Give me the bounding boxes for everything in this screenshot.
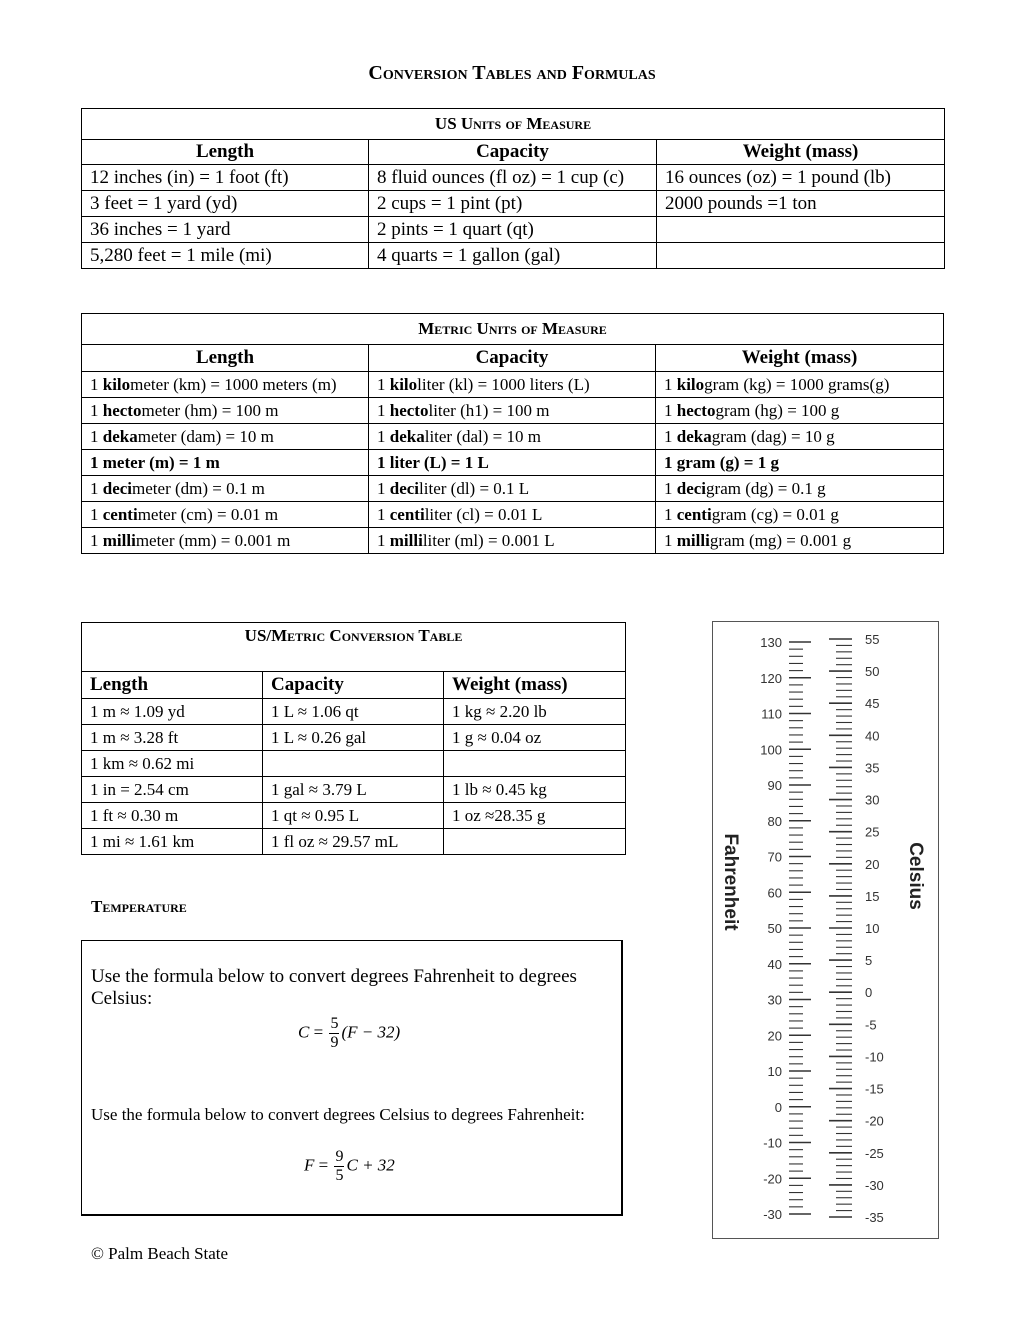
cell-text: 1 [90, 478, 103, 498]
celsius-tick-label: 15 [865, 888, 880, 904]
cell-text: 1 [664, 374, 677, 394]
f-to-c-instructions: Use the formula below to convert degrees Fahrenheit to degrees Celsius: [91, 966, 577, 1009]
prefix-text: deci [676, 478, 707, 498]
table-cell: 2 cups = 1 pint (pt) [369, 191, 657, 217]
cell-text: meter (cm) = 0.01 m [137, 504, 279, 524]
cell-text: 1 [664, 426, 677, 446]
table-cell: 1 fl oz ≈ 29.57 mL [263, 829, 444, 855]
table-row [82, 217, 945, 243]
fahrenheit-tick-label: 0 [774, 1099, 782, 1115]
fahrenheit-tick-label: 70 [767, 849, 782, 865]
celsius-tick-label: 55 [865, 632, 880, 647]
cell-text: 1 [90, 374, 103, 394]
table-cell [656, 502, 944, 528]
prefix-text: kilo [389, 374, 418, 394]
table-row [82, 424, 944, 450]
prefix-text: kilo [676, 374, 705, 394]
prefix-text: milli [676, 530, 710, 550]
table-row [82, 725, 626, 751]
table-row [82, 502, 944, 528]
celsius-tick-label: -5 [865, 1017, 877, 1033]
cell-text: liter (dl) = 0.1 L [419, 478, 530, 498]
prefix-text: milli [389, 530, 423, 550]
fahrenheit-tick-label: 120 [760, 670, 782, 686]
table-cell [82, 450, 369, 476]
prefix-text: deka [389, 426, 425, 446]
us-units-table [81, 108, 945, 269]
fahrenheit-tick-label: -20 [763, 1171, 782, 1187]
c-to-f-formula: F = $\frac{9}{5}$ C + 32 [304, 1148, 395, 1184]
table-cell [82, 528, 369, 554]
fahrenheit-tick-label: 110 [761, 706, 782, 722]
table-cell: 2 pints = 1 quart (qt) [369, 217, 657, 243]
table-cell: 1 gal ≈ 3.79 L [263, 777, 444, 803]
celsius-tick-label: 40 [865, 728, 880, 744]
table-cell: 1 in = 2.54 cm [82, 777, 263, 803]
cell-text: liter (ml) = 0.001 L [422, 530, 555, 550]
table-cell: 4 quarts = 1 gallon (gal) [369, 243, 657, 269]
prefix-text: deka [676, 426, 712, 446]
column-header: Length [82, 140, 369, 165]
prefix-text: 1 gram (g) = 1 g [664, 452, 779, 472]
cell-text: meter (hm) = 100 m [141, 400, 279, 420]
celsius-tick-label: -25 [865, 1145, 884, 1161]
table-cell: 1 m ≈ 1.09 yd [82, 699, 263, 725]
prefix-text: centi [676, 504, 712, 524]
metric-units-table [81, 313, 944, 554]
prefix-text: deci [389, 478, 420, 498]
table-cell [369, 476, 656, 502]
celsius-tick-label: 50 [865, 664, 880, 680]
table-cell [657, 217, 945, 243]
cell-text: 1 [664, 504, 677, 524]
column-header: Weight (mass) [444, 672, 626, 699]
table-cell [369, 450, 656, 476]
fahrenheit-tick-label: 10 [767, 1064, 782, 1079]
fahrenheit-tick-label: -30 [763, 1207, 782, 1222]
table-cell: 5,280 feet = 1 mile (mi) [82, 243, 369, 269]
table-cell [444, 829, 626, 855]
cell-text: 1 [664, 400, 677, 420]
celsius-tick-label: 30 [865, 792, 880, 808]
table-row [82, 829, 626, 855]
celsius-tick-label: 35 [865, 760, 880, 776]
prefix-text: centi [102, 504, 138, 524]
table-cell: 1 L ≈ 0.26 gal [263, 725, 444, 751]
table-row [82, 803, 626, 829]
table-cell [82, 476, 369, 502]
table-cell: 1 ft ≈ 0.30 m [82, 803, 263, 829]
table-cell [657, 243, 945, 269]
table-cell: 8 fluid ounces (fl oz) = 1 cup (c) [369, 165, 657, 191]
table-row [82, 777, 626, 803]
metric-table-caption: Metric Units of Measure [82, 314, 944, 345]
cell-text: gram (kg) = 1000 grams(g) [704, 374, 890, 394]
prefix-text: 1 liter (L) = 1 L [377, 452, 489, 472]
fahrenheit-tick-label: 60 [767, 885, 782, 901]
table-cell: 1 lb ≈ 0.45 kg [444, 777, 626, 803]
table-row [82, 243, 945, 269]
prefix-text: hecto [102, 400, 142, 420]
thermometer-drawing [713, 622, 940, 1240]
celsius-tick-label: 0 [865, 985, 873, 1001]
cell-text: liter (cl) = 0.01 L [424, 504, 543, 524]
table-cell: 1 qt ≈ 0.95 L [263, 803, 444, 829]
prefix-text: 1 meter (m) = 1 m [90, 452, 220, 472]
prefix-text: kilo [102, 374, 131, 394]
cell-text: 1 [90, 530, 103, 550]
table-cell [369, 528, 656, 554]
table-cell [369, 398, 656, 424]
column-header: Capacity [263, 672, 444, 699]
fahrenheit-tick-label: -10 [763, 1135, 782, 1151]
table-cell: 1 km ≈ 0.62 mi [82, 751, 263, 777]
table-cell [656, 424, 944, 450]
cell-text: 1 [377, 530, 390, 550]
page-title: Conversion Tables and Formulas [368, 62, 656, 84]
fahrenheit-tick-label: 20 [767, 1028, 782, 1044]
c-to-f-instructions: Use the formula below to convert degrees Celsius to degrees Fahrenheit: [91, 1105, 585, 1124]
copyright-text: © Palm Beach State [91, 1244, 229, 1263]
prefix-text: centi [389, 504, 425, 524]
celsius-tick-label: 25 [865, 824, 880, 840]
cell-text: 1 [377, 478, 390, 498]
cell-text: 1 [90, 504, 103, 524]
table-cell: 1 m ≈ 3.28 ft [82, 725, 263, 751]
table-cell [444, 751, 626, 777]
cell-text: 1 [90, 426, 103, 446]
column-header: Weight (mass) [657, 140, 945, 165]
table-cell: 16 ounces (oz) = 1 pound (lb) [657, 165, 945, 191]
prefix-text: hecto [389, 400, 429, 420]
prefix-text: hecto [676, 400, 716, 420]
table-cell: 12 inches (in) = 1 foot (ft) [82, 165, 369, 191]
cell-text: gram (dg) = 0.1 g [706, 478, 826, 498]
celsius-tick-label: -15 [865, 1081, 884, 1097]
cell-text: gram (dag) = 10 g [711, 426, 835, 446]
cell-text: 1 [377, 400, 390, 420]
fahrenheit-tick-label: 80 [767, 813, 782, 829]
table-cell [656, 398, 944, 424]
table-row [82, 398, 944, 424]
cell-text: 1 [377, 504, 390, 524]
fahrenheit-tick-label: 100 [760, 742, 782, 758]
table-cell: 3 feet = 1 yard (yd) [82, 191, 369, 217]
cell-text: 1 [90, 400, 103, 420]
fahrenheit-axis-label: Fahrenheit [720, 833, 741, 931]
table-cell: 1 kg ≈ 2.20 lb [444, 699, 626, 725]
table-row [82, 165, 945, 191]
table-cell [369, 372, 656, 398]
table-row [82, 699, 626, 725]
table-cell: 1 mi ≈ 1.61 km [82, 829, 263, 855]
table-row [82, 372, 944, 398]
fahrenheit-tick-label: 130 [760, 635, 782, 650]
table-cell [369, 502, 656, 528]
cell-text: 1 [664, 530, 677, 550]
fahrenheit-tick-label: 30 [767, 992, 782, 1008]
cell-text: liter (kl) = 1000 liters (L) [417, 374, 590, 394]
column-header: Capacity [369, 140, 657, 165]
cell-text: gram (hg) = 100 g [715, 400, 840, 420]
table-cell [656, 476, 944, 502]
temperature-heading: Temperature [91, 897, 187, 916]
column-header: Length [82, 345, 369, 372]
prefix-text: deka [102, 426, 138, 446]
prefix-text: milli [102, 530, 136, 550]
celsius-tick-label: -35 [865, 1210, 884, 1225]
table-row [82, 450, 944, 476]
column-header: Capacity [369, 345, 656, 372]
cell-text: gram (cg) = 0.01 g [711, 504, 839, 524]
cell-text: 1 [377, 426, 390, 446]
column-header: Length [82, 672, 263, 699]
us-table-caption: US Units of Measure [82, 109, 945, 140]
table-cell [369, 424, 656, 450]
table-cell [82, 372, 369, 398]
temperature-formula-box [81, 940, 623, 1216]
table-cell: 2000 pounds =1 ton [657, 191, 945, 217]
fahrenheit-tick-label: 90 [767, 778, 782, 793]
celsius-tick-label: -20 [865, 1113, 884, 1129]
cell-text: meter (dam) = 10 m [137, 426, 274, 446]
cell-text: meter (mm) = 0.001 m [135, 530, 291, 550]
table-row [82, 191, 945, 217]
celsius-axis-label: Celsius [905, 842, 926, 910]
table-cell: 1 g ≈ 0.04 oz [444, 725, 626, 751]
f-to-c-formula: C = $\frac{5}{9}$ (F − 32) [298, 1015, 401, 1051]
celsius-tick-label: -30 [865, 1177, 884, 1193]
celsius-tick-label: 20 [865, 856, 880, 872]
table-cell [656, 528, 944, 554]
cell-text: liter (h1) = 100 m [428, 400, 550, 420]
celsius-tick-label: -10 [865, 1049, 884, 1065]
prefix-text: deci [102, 478, 133, 498]
table-cell: 1 oz ≈28.35 g [444, 803, 626, 829]
conversion-table-caption: US/Metric Conversion Table [82, 623, 626, 672]
table-row [82, 751, 626, 777]
table-cell [656, 450, 944, 476]
cell-text: gram (mg) = 0.001 g [709, 530, 852, 550]
celsius-tick-label: 5 [865, 953, 873, 969]
us-metric-conversion-table [81, 622, 626, 855]
table-row [82, 476, 944, 502]
cell-text: 1 [377, 374, 390, 394]
celsius-tick-label: 45 [865, 696, 880, 712]
table-cell [656, 372, 944, 398]
thermometer-scale [712, 621, 939, 1239]
table-row [82, 528, 944, 554]
fahrenheit-tick-label: 40 [767, 956, 782, 972]
table-cell [82, 502, 369, 528]
table-cell: 1 L ≈ 1.06 qt [263, 699, 444, 725]
fahrenheit-tick-label: 50 [767, 921, 782, 936]
celsius-tick-label: 10 [865, 921, 880, 936]
column-header: Weight (mass) [656, 345, 944, 372]
cell-text: 1 [664, 478, 677, 498]
cell-text: meter (dm) = 0.1 m [132, 478, 265, 498]
cell-text: liter (dal) = 10 m [424, 426, 541, 446]
table-cell [263, 751, 444, 777]
table-cell: 36 inches = 1 yard [82, 217, 369, 243]
cell-text: meter (km) = 1000 meters (m) [130, 374, 337, 394]
table-cell [82, 424, 369, 450]
table-cell [82, 398, 369, 424]
